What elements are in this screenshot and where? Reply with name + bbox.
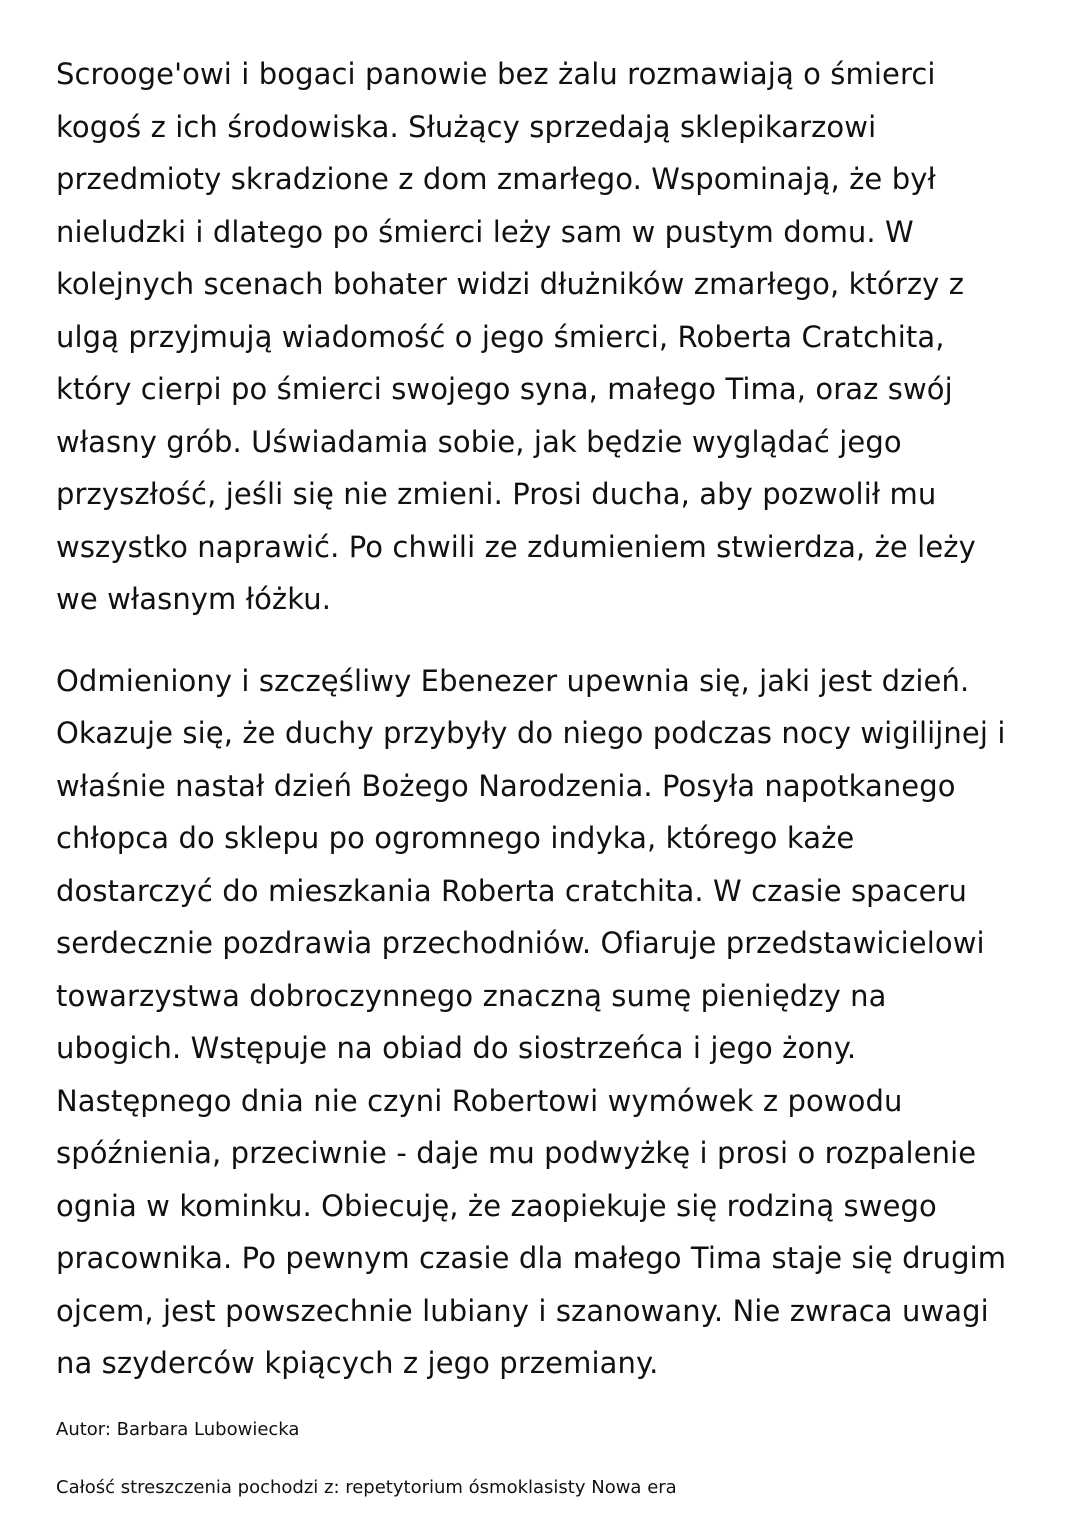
text-line: właśnie nastał dzień Bożego Narodzenia. Posyła napotkanego bbox=[56, 768, 956, 803]
text-line: chłopca do sklepu po ogromnego indyka, którego każe bbox=[56, 821, 855, 855]
document-body bbox=[56, 48, 1036, 1390]
paragraph-spacer bbox=[56, 626, 1036, 655]
source-note: Całość streszczenia pochodzi z: repetytorium ósmoklasisty Nowa era bbox=[56, 1477, 677, 1498]
text-line: ojcem, jest powszechnie lubiany i szanowany. Nie zwraca uwagi bbox=[56, 1293, 989, 1328]
text-line: serdecznie pozdrawia przechodniów. Ofiaruje przedstawicielowi bbox=[56, 926, 985, 960]
text-line: wszystko naprawić. Po chwili ze zdumieniem stwierdza, że leży bbox=[56, 529, 976, 564]
text-line: ulgą przyjmują wiadomość o jego śmierci, Roberta Cratchita, bbox=[56, 319, 945, 354]
text-line: dostarczyć do mieszkania Roberta cratchita. W czasie spaceru bbox=[56, 873, 968, 908]
text-line: kolejnych scenach bohater widzi dłużników zmarłego, którzy z bbox=[56, 267, 965, 301]
author-credit: Autor: Barbara Lubowiecka bbox=[56, 1419, 300, 1440]
text-line: na szyderców kpiących z jego przemiany. bbox=[56, 1346, 659, 1380]
text-line: przedmioty skradzione z dom zmarłego. Wspominają, że był bbox=[56, 162, 936, 196]
text-line: Następnego dnia nie czyni Robertowi wymówek z powodu bbox=[56, 1083, 903, 1118]
paragraph-1 bbox=[56, 48, 1036, 626]
text-line: który cierpi po śmierci swojego syna, małego Tima, oraz swój bbox=[56, 372, 953, 406]
text-line: nieludzki i dlatego po śmierci leży sam w pustym domu. W bbox=[56, 214, 914, 249]
text-line: ubogich. Wstępuje na obiad do siostrzeńca i jego żony. bbox=[56, 1031, 857, 1065]
text-line: ognia w kominku. Obiecuję, że zaopiekuje się rodziną swego bbox=[56, 1188, 937, 1223]
text-line: towarzystwa dobroczynnego znaczną sumę pieniędzy na bbox=[56, 978, 887, 1013]
text-line: Scrooge'owi i bogaci panowie bez żalu rozmawiają o śmierci bbox=[56, 57, 936, 91]
text-line: we własnym łóżku. bbox=[56, 582, 332, 616]
text-line: pracownika. Po pewnym czasie dla małego Tima staje się drugim bbox=[56, 1241, 1007, 1275]
text-line: kogoś z ich środowiska. Służący sprzedają sklepikarzowi bbox=[56, 109, 877, 144]
text-line: własny grób. Uświadamia sobie, jak będzie wyglądać jego bbox=[56, 424, 902, 459]
text-line: Odmieniony i szczęśliwy Ebenezer upewnia się, jaki jest dzień. bbox=[56, 663, 970, 698]
text-line: przyszłość, jeśli się nie zmieni. Prosi ducha, aby pozwolił mu bbox=[56, 477, 937, 511]
text-line: Okazuje się, że duchy przybyły do niego podczas nocy wigilijnej i bbox=[56, 716, 1006, 750]
text-line: spóźnienia, przeciwnie - daje mu podwyżkę i prosi o rozpalenie bbox=[56, 1136, 977, 1170]
paragraph-2 bbox=[56, 655, 1036, 1390]
